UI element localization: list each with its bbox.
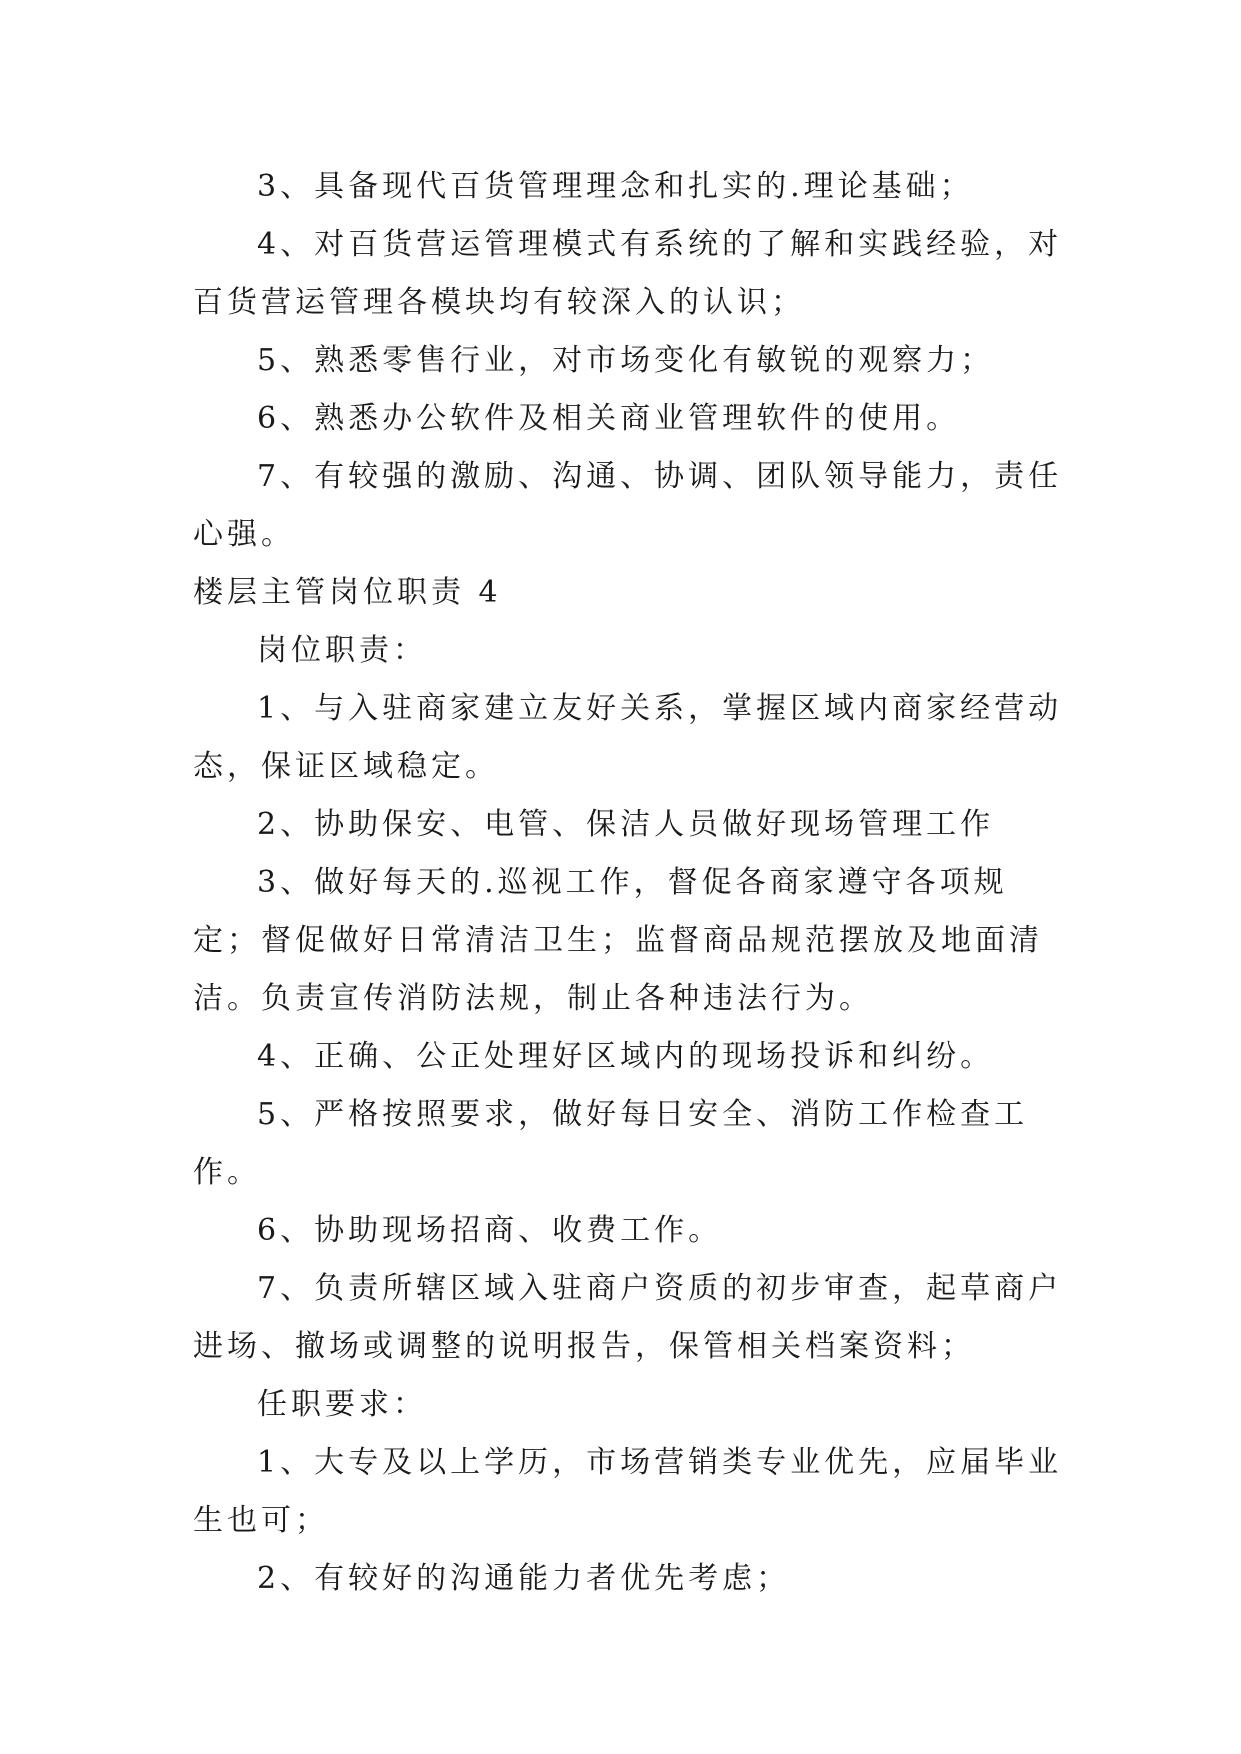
section-heading: 楼层主管岗位职责 4 <box>193 575 502 610</box>
document-body <box>193 158 1073 1608</box>
paragraph-requirement-6: 6、熟悉办公软件及相关商业管理软件的使用。 <box>257 401 961 436</box>
paragraph-job-requirement-1: 1、大专及以上学历，市场营销类专业优先，应届毕业生也可； <box>193 1445 1063 1538</box>
paragraph-requirement-3: 3、具备现代百货管理理念和扎实的.理论基础； <box>257 169 974 204</box>
paragraph-duty-7: 7、负责所辖区域入驻商户资质的初步审查，起草商户进场、撤场或调整的说明报告，保管相关档案资料； <box>193 1271 1063 1364</box>
paragraph-requirement-7: 7、有较强的激励、沟通、协调、团队领导能力，责任心强。 <box>193 459 1063 552</box>
paragraph-duty-5: 5、严格按照要求，做好每日安全、消防工作检查工作。 <box>193 1097 1029 1190</box>
paragraph-requirement-5: 5、熟悉零售行业，对市场变化有敏锐的观察力； <box>257 343 995 378</box>
paragraph-duty-3: 3、做好每天的.巡视工作，督促各商家遵守各项规定；督促做好日常清洁卫生；监督商品规范摆放及地面清洁。负责宣传消防法规，制止各种违法行为。 <box>193 865 1043 1016</box>
paragraph-duty-6: 6、协助现场招商、收费工作。 <box>257 1213 723 1248</box>
subheading-requirements: 任职要求： <box>257 1387 427 1422</box>
paragraph-requirement-4: 4、对百货营运管理模式有系统的了解和实践经验，对百货营运管理各模块均有较深入的认识； <box>193 227 1063 320</box>
paragraph-duty-2: 2、协助保安、电管、保洁人员做好现场管理工作 <box>257 807 995 842</box>
paragraph-duty-4: 4、正确、公正处理好区域内的现场投诉和纠纷。 <box>257 1039 995 1074</box>
paragraph-job-requirement-2: 2、有较好的沟通能力者优先考虑； <box>257 1561 791 1596</box>
paragraph-duty-1: 1、与入驻商家建立友好关系，掌握区域内商家经营动态，保证区域稳定。 <box>193 691 1063 784</box>
subheading-duties: 岗位职责： <box>257 633 427 668</box>
